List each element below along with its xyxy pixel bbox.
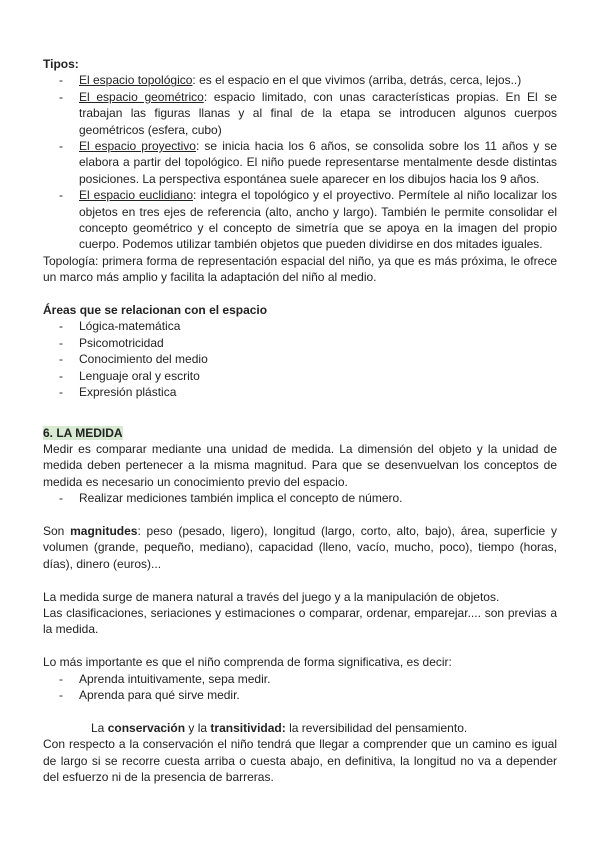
areas-list — [43, 318, 557, 400]
term: El espacio geométrico — [79, 89, 204, 104]
list-item: - Aprenda para qué sirve medir. — [43, 687, 557, 703]
page-content — [43, 56, 557, 785]
term: El espacio topológico — [79, 73, 193, 88]
section-heading: 6. LA MEDIDA — [43, 425, 123, 440]
tipos-list — [43, 72, 557, 252]
conservacion-paragraph: Con respecto a la conservación el niño tendrá que llegar a comprender que un camino es igual de largo si se recorre cuesta arriba o cuesta abajo, en definitiva, la longitud no va a depender del esfuerzo ni de la presencia de barreras. — [43, 737, 557, 784]
list-item: - El espacio topológico: es el espacio en el que vivimos (arriba, detrás, cerca, lejos..) — [43, 72, 557, 88]
list-item: - Expresión plástica — [43, 384, 557, 400]
list-item: - Conocimiento del medio — [43, 351, 557, 367]
medida-juego-paragraph: La medida surge de manera natural a través del juego y a la manipulación de objetos. — [43, 589, 500, 604]
list-item: - Psicomotricidad — [43, 335, 557, 351]
tipos-heading: Tipos: — [43, 57, 79, 71]
list-item: - Lógica-matemática — [43, 318, 557, 334]
list-item: - Aprenda intuitivamente, sepa medir. — [43, 671, 557, 687]
clasificaciones-paragraph: Las clasificaciones, seriaciones y estimaciones o comparar, ordenar, emparejar.... son previas a la medida. — [43, 605, 557, 637]
list-item: - El espacio geométrico: espacio limitado, con unas características propias. En El se trabajan las figuras llanas y al final de la etapa se introducen algunos cuerpos geométricos (esfera, cubo) — [43, 89, 557, 138]
areas-heading: Áreas que se relacionan con el espacio — [43, 303, 268, 318]
conservacion-line: La conservación y la transitividad: la reversibilidad del pensamiento. — [91, 720, 468, 735]
list-item: - Lenguaje oral y escrito — [43, 368, 557, 384]
term: El espacio proyectivo — [79, 139, 196, 154]
medir-paragraph: Medir es comparar mediante una unidad de medida. La dimensión del objeto y la unidad de medida deben pertenecer a la misma magnitud. Para que se desenvuelvan los conceptos de medida es necesario un conocimiento previo del espacio. — [43, 441, 557, 489]
list-item: - El espacio proyectivo: se inicia hacia los 6 años, se consolida sobre los 11 años y se elabora a partir del topológico. El niño puede representarse mentalmente desde distintas posiciones. La perspectiva espontánea suele aparecer en los dibujos hacia los 9 años. — [43, 138, 557, 187]
list-item: - El espacio euclidiano: integra el topológico y el proyectivo. Permítele al niño localizar los objetos en tres ejes de referencia (alto, ancho y largo). También le permite consolidar el concepto geométrico y el concepto de simetría que se apoya en la imagen del propio cuerpo. Podemos utilizar también objetos que pueden dividirse en dos mitades iguales. — [43, 187, 557, 253]
comprension-paragraph: Lo más importante es que el niño comprenda de forma significativa, es decir: — [43, 655, 452, 670]
list-item: - Realizar mediciones también implica el concepto de número. — [43, 490, 557, 506]
term: El espacio euclidiano — [79, 188, 194, 203]
topologia-paragraph: Topología: primera forma de representación espacial del niño, ya que es más próxima, le ofrece un marco más amplio y facilita la adaptación del niño al medio. — [43, 253, 557, 285]
magnitudes-paragraph: Son magnitudes: peso (pesado, ligero), longitud (largo, corto, alto, bajo), área, superficie y volumen (grande, pequeño, mediano), capacidad (lleno, vacío, mucho, poco), tiempo (horas, días), dinero (euros)... — [43, 523, 557, 571]
